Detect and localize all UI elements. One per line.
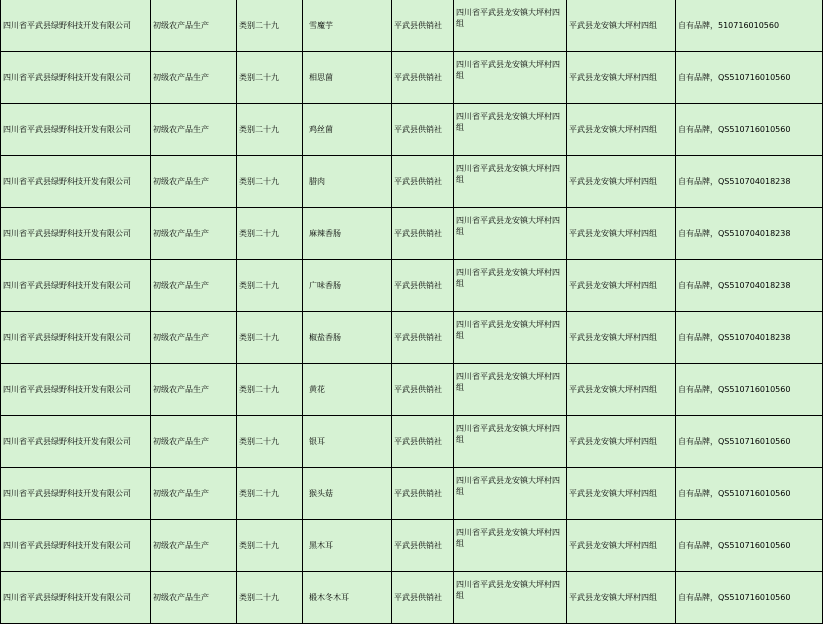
company-cell[interactable]: 四川省平武县绿野科技开发有限公司 [1, 520, 151, 572]
address-cell[interactable]: 四川省平武县龙安镇大坪村四组 [454, 572, 567, 624]
product-cell[interactable]: 银耳 [303, 416, 392, 468]
table-row [1, 52, 823, 104]
product-cell[interactable]: 黑木耳 [303, 520, 392, 572]
class-cell[interactable]: 类别二十九 [237, 312, 303, 364]
address-cell[interactable]: 四川省平武县龙安镇大坪村四组 [454, 468, 567, 520]
supplier-cell[interactable]: 平武县供销社 [392, 468, 454, 520]
supplier-cell[interactable]: 平武县供销社 [392, 260, 454, 312]
class-cell[interactable]: 类别二十九 [237, 156, 303, 208]
brand-cell[interactable]: 自有品牌，QS510716010560 [676, 52, 823, 104]
product-cell[interactable]: 麻辣香肠 [303, 208, 392, 260]
table-row [1, 520, 823, 572]
table-row [1, 572, 823, 624]
company-cell[interactable]: 四川省平武县绿野科技开发有限公司 [1, 260, 151, 312]
company-cell[interactable]: 四川省平武县绿野科技开发有限公司 [1, 156, 151, 208]
table-row [1, 468, 823, 520]
brand-cell[interactable]: 自有品牌，QS510716010560 [676, 416, 823, 468]
category-cell[interactable]: 初级农产品生产 [151, 52, 237, 104]
category-cell[interactable]: 初级农产品生产 [151, 208, 237, 260]
product-cell[interactable]: 椒盐香肠 [303, 312, 392, 364]
category-cell[interactable]: 初级农产品生产 [151, 156, 237, 208]
class-cell[interactable]: 类别二十九 [237, 104, 303, 156]
table-row [1, 0, 823, 52]
address-cell[interactable]: 四川省平武县龙安镇大坪村四组 [454, 0, 567, 52]
category-cell[interactable]: 初级农产品生产 [151, 572, 237, 624]
supplier-cell[interactable]: 平武县供销社 [392, 104, 454, 156]
class-cell[interactable]: 类别二十九 [237, 208, 303, 260]
brand-cell[interactable]: 自有品牌，QS510716010560 [676, 520, 823, 572]
product-cell[interactable]: 猴头菇 [303, 468, 392, 520]
class-cell[interactable]: 类别二十九 [237, 520, 303, 572]
supplier-cell[interactable]: 平武县供销社 [392, 364, 454, 416]
product-cell[interactable]: 椴木冬木耳 [303, 572, 392, 624]
brand-cell[interactable]: 自有品牌，QS510716010560 [676, 468, 823, 520]
table-row [1, 208, 823, 260]
class-cell[interactable]: 类别二十九 [237, 260, 303, 312]
origin-cell[interactable]: 平武县龙安镇大坪村四组 [567, 520, 676, 572]
supplier-cell[interactable]: 平武县供销社 [392, 52, 454, 104]
product-cell[interactable]: 黄花 [303, 364, 392, 416]
class-cell[interactable]: 类别二十九 [237, 52, 303, 104]
company-cell[interactable]: 四川省平武县绿野科技开发有限公司 [1, 208, 151, 260]
class-cell[interactable]: 类别二十九 [237, 364, 303, 416]
supplier-cell[interactable]: 平武县供销社 [392, 312, 454, 364]
address-cell[interactable]: 四川省平武县龙安镇大坪村四组 [454, 364, 567, 416]
class-cell[interactable]: 类别二十九 [237, 416, 303, 468]
product-cell[interactable]: 腊肉 [303, 156, 392, 208]
category-cell[interactable]: 初级农产品生产 [151, 520, 237, 572]
product-cell[interactable]: 鸡丝菌 [303, 104, 392, 156]
category-cell[interactable]: 初级农产品生产 [151, 364, 237, 416]
product-cell[interactable]: 相思菌 [303, 52, 392, 104]
brand-cell[interactable]: 自有品牌，QS510704018238 [676, 260, 823, 312]
table-row [1, 416, 823, 468]
brand-cell[interactable]: 自有品牌，510716010560 [676, 0, 823, 52]
product-cell[interactable]: 雪魔芋 [303, 0, 392, 52]
origin-cell[interactable]: 平武县龙安镇大坪村四组 [567, 572, 676, 624]
origin-cell[interactable]: 平武县龙安镇大坪村四组 [567, 364, 676, 416]
category-cell[interactable]: 初级农产品生产 [151, 104, 237, 156]
company-cell[interactable]: 四川省平武县绿野科技开发有限公司 [1, 572, 151, 624]
origin-cell[interactable]: 平武县龙安镇大坪村四组 [567, 156, 676, 208]
address-cell[interactable]: 四川省平武县龙安镇大坪村四组 [454, 416, 567, 468]
category-cell[interactable]: 初级农产品生产 [151, 0, 237, 52]
company-cell[interactable]: 四川省平武县绿野科技开发有限公司 [1, 104, 151, 156]
address-cell[interactable]: 四川省平武县龙安镇大坪村四组 [454, 156, 567, 208]
table-row [1, 104, 823, 156]
company-cell[interactable]: 四川省平武县绿野科技开发有限公司 [1, 312, 151, 364]
category-cell[interactable]: 初级农产品生产 [151, 416, 237, 468]
company-cell[interactable]: 四川省平武县绿野科技开发有限公司 [1, 364, 151, 416]
address-cell[interactable]: 四川省平武县龙安镇大坪村四组 [454, 52, 567, 104]
brand-cell[interactable]: 自有品牌，QS510704018238 [676, 156, 823, 208]
address-cell[interactable]: 四川省平武县龙安镇大坪村四组 [454, 208, 567, 260]
company-cell[interactable]: 四川省平武县绿野科技开发有限公司 [1, 52, 151, 104]
brand-cell[interactable]: 自有品牌，QS510704018238 [676, 208, 823, 260]
class-cell[interactable]: 类别二十九 [237, 0, 303, 52]
brand-cell[interactable]: 自有品牌，QS510716010560 [676, 364, 823, 416]
address-cell[interactable]: 四川省平武县龙安镇大坪村四组 [454, 312, 567, 364]
origin-cell[interactable]: 平武县龙安镇大坪村四组 [567, 104, 676, 156]
company-cell[interactable]: 四川省平武县绿野科技开发有限公司 [1, 416, 151, 468]
table-row [1, 364, 823, 416]
brand-cell[interactable]: 自有品牌，QS510716010560 [676, 572, 823, 624]
origin-cell[interactable]: 平武县龙安镇大坪村四组 [567, 312, 676, 364]
origin-cell[interactable]: 平武县龙安镇大坪村四组 [567, 52, 676, 104]
origin-cell[interactable]: 平武县龙安镇大坪村四组 [567, 0, 676, 52]
origin-cell[interactable]: 平武县龙安镇大坪村四组 [567, 468, 676, 520]
supplier-cell[interactable]: 平武县供销社 [392, 208, 454, 260]
table-row [1, 312, 823, 364]
class-cell[interactable]: 类别二十九 [237, 468, 303, 520]
category-cell[interactable]: 初级农产品生产 [151, 260, 237, 312]
company-cell[interactable]: 四川省平武县绿野科技开发有限公司 [1, 0, 151, 52]
supplier-cell[interactable]: 平武县供销社 [392, 156, 454, 208]
table-row [1, 156, 823, 208]
brand-cell[interactable]: 自有品牌，QS510704018238 [676, 312, 823, 364]
table-body [1, 0, 823, 624]
brand-cell[interactable]: 自有品牌，QS510716010560 [676, 104, 823, 156]
origin-cell[interactable]: 平武县龙安镇大坪村四组 [567, 416, 676, 468]
supplier-cell[interactable]: 平武县供销社 [392, 572, 454, 624]
address-cell[interactable]: 四川省平武县龙安镇大坪村四组 [454, 260, 567, 312]
product-cell[interactable]: 广味香肠 [303, 260, 392, 312]
class-cell[interactable]: 类别二十九 [237, 572, 303, 624]
origin-cell[interactable]: 平武县龙安镇大坪村四组 [567, 260, 676, 312]
company-cell[interactable]: 四川省平武县绿野科技开发有限公司 [1, 468, 151, 520]
category-cell[interactable]: 初级农产品生产 [151, 312, 237, 364]
address-cell[interactable]: 四川省平武县龙安镇大坪村四组 [454, 520, 567, 572]
origin-cell[interactable]: 平武县龙安镇大坪村四组 [567, 208, 676, 260]
category-cell[interactable]: 初级农产品生产 [151, 468, 237, 520]
supplier-cell[interactable]: 平武县供销社 [392, 0, 454, 52]
table-row [1, 260, 823, 312]
supplier-cell[interactable]: 平武县供销社 [392, 520, 454, 572]
address-cell[interactable]: 四川省平武县龙安镇大坪村四组 [454, 104, 567, 156]
supplier-cell[interactable]: 平武县供销社 [392, 416, 454, 468]
